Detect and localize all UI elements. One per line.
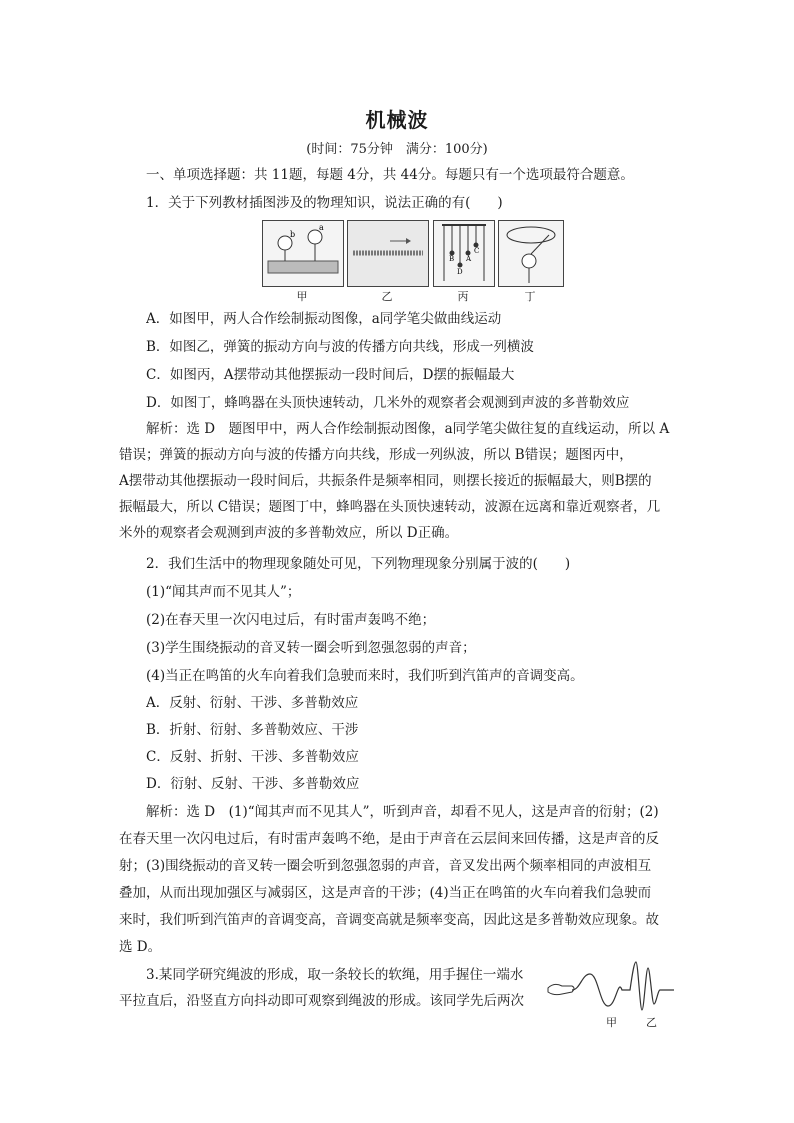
- analysis-2-line2: 在春天里一次闪电过后，有时雷声轰鸣不绝，是由于声音在云层间来回传播，这是声音的反: [119, 831, 659, 847]
- phenomenon-4: (4)当正在鸣笛的火车向着我们急驶而来时，我们听到汽笛声的音调变高。: [146, 668, 584, 684]
- question-3-line2: 平拉直后，沿竖直方向抖动即可观察到绳波的形成。该同学先后两次: [119, 993, 524, 1009]
- option-1a: A．如图甲，两人合作绘制振动图像，a同学笔尖做曲线运动: [146, 311, 502, 327]
- option-1c: C．如图丙，A摆带动其他摆振动一段时间后，D摆的振幅最大: [146, 367, 515, 383]
- figure-jia: [262, 220, 344, 287]
- page-subtitle: (时间：75分钟 满分：100分): [306, 142, 488, 157]
- rope-wave-figure: [546, 958, 676, 1028]
- rope-wave-drawing: [546, 958, 676, 1013]
- label-b: b: [290, 230, 296, 239]
- analysis-2-line5: 来时，我们听到汽笛声的音调变高，音调变高就是频率变高，因此这是多普勒效应现象。故: [119, 912, 659, 928]
- figure-ding: [498, 220, 564, 287]
- question-1-figures: [262, 220, 562, 310]
- label-a: a: [319, 223, 324, 232]
- figure-label-ding: 丁: [524, 290, 536, 303]
- label-A: A: [466, 255, 472, 263]
- analysis-1-line2: 错误；弹簧的振动方向与波的传播方向共线，形成一列纵波，所以 B错误；题图丙中，: [119, 447, 633, 463]
- option-2c: C．反射、折射、干涉、多普勒效应: [146, 749, 359, 765]
- rope-label-jia: 甲: [606, 1016, 617, 1029]
- rope-label-yi: 乙: [646, 1016, 657, 1029]
- figure-yi-drawing: [348, 221, 428, 286]
- figure-bing: [433, 220, 495, 287]
- option-1b: B．如图乙，弹簧的振动方向与波的传播方向共线，形成一列横波: [146, 339, 534, 355]
- option-2a: A．反射、衍射、干涉、多普勒效应: [146, 695, 359, 711]
- section-heading: 一、单项选择题：共 11题，每题 4分，共 44分。每题只有一个选项最符合题意。: [146, 167, 634, 183]
- analysis-2-line3: 射；(3)围绕振动的音叉转一圈会听到忽强忽弱的声音，音叉发出两个频率相同的声波相互: [119, 858, 652, 874]
- analysis-2-line4: 叠加，从而出现加强区与减弱区，这是声音的干涉；(4)当正在鸣笛的火车向着我们急驶而: [119, 885, 652, 901]
- figure-label-jia: 甲: [296, 290, 308, 303]
- figure-ding-drawing: [499, 221, 563, 286]
- analysis-2-line1: 解析：选 D (1)“闻其声而不见其人”，听到声音，却看不见人，这是声音的衍射；(2): [146, 804, 659, 820]
- label-B: B: [449, 255, 455, 263]
- figure-bing-drawing: [434, 221, 494, 286]
- figure-label-bing: 丙: [457, 290, 469, 303]
- analysis-1-line3: A摆带动其他摆振动一段时间后，共振条件是频率相同，则摆长接近的振幅最大，则B摆的: [119, 473, 652, 489]
- figure-label-yi: 乙: [381, 290, 393, 303]
- option-2d: D．衍射、反射、干涉、多普勒效应: [146, 776, 360, 792]
- analysis-1-line5: 米外的观察者会观测到声波的多普勒效应，所以 D正确。: [119, 525, 459, 541]
- phenomenon-3: (3)学生围绕振动的音叉转一圈会听到忽强忽弱的声音；: [146, 640, 476, 656]
- phenomenon-2: (2)在春天里一次闪电过后，有时雷声轰鸣不绝；: [146, 612, 436, 628]
- option-1d: D．如图丁，蜂鸣器在头顶快速转动，几米外的观察者会观测到声波的多普勒效应: [146, 395, 630, 411]
- question-3-line1: 3.某同学研究绳波的形成，取一条较长的软绳，用手握住一端水: [146, 967, 524, 983]
- label-D: D: [457, 268, 463, 276]
- analysis-2-line6: 选 D。: [119, 939, 162, 955]
- figure-jia-drawing: [263, 221, 343, 286]
- analysis-1-line4: 振幅最大，所以 C错误；题图丁中，蜂鸣器在头顶快速转动，波源在远离和靠近观察者，几: [119, 499, 661, 515]
- analysis-1-line1: 解析：选 D 题图甲中，两人合作绘制振动图像，a同学笔尖做往复的直线运动，所以 A: [146, 421, 670, 437]
- label-C: C: [474, 247, 480, 255]
- question-1: 1．关于下列教材插图涉及的物理知识，说法正确的有( ): [146, 195, 503, 211]
- phenomenon-1: (1)“闻其声而不见其人”；: [146, 584, 301, 600]
- option-2b: B．折射、衍射、多普勒效应、干涉: [146, 722, 359, 738]
- question-2: 2．我们生活中的物理现象随处可见，下列物理现象分别属于波的( ): [146, 556, 571, 572]
- page-title: 机械波: [365, 108, 429, 132]
- figure-yi: [347, 220, 429, 287]
